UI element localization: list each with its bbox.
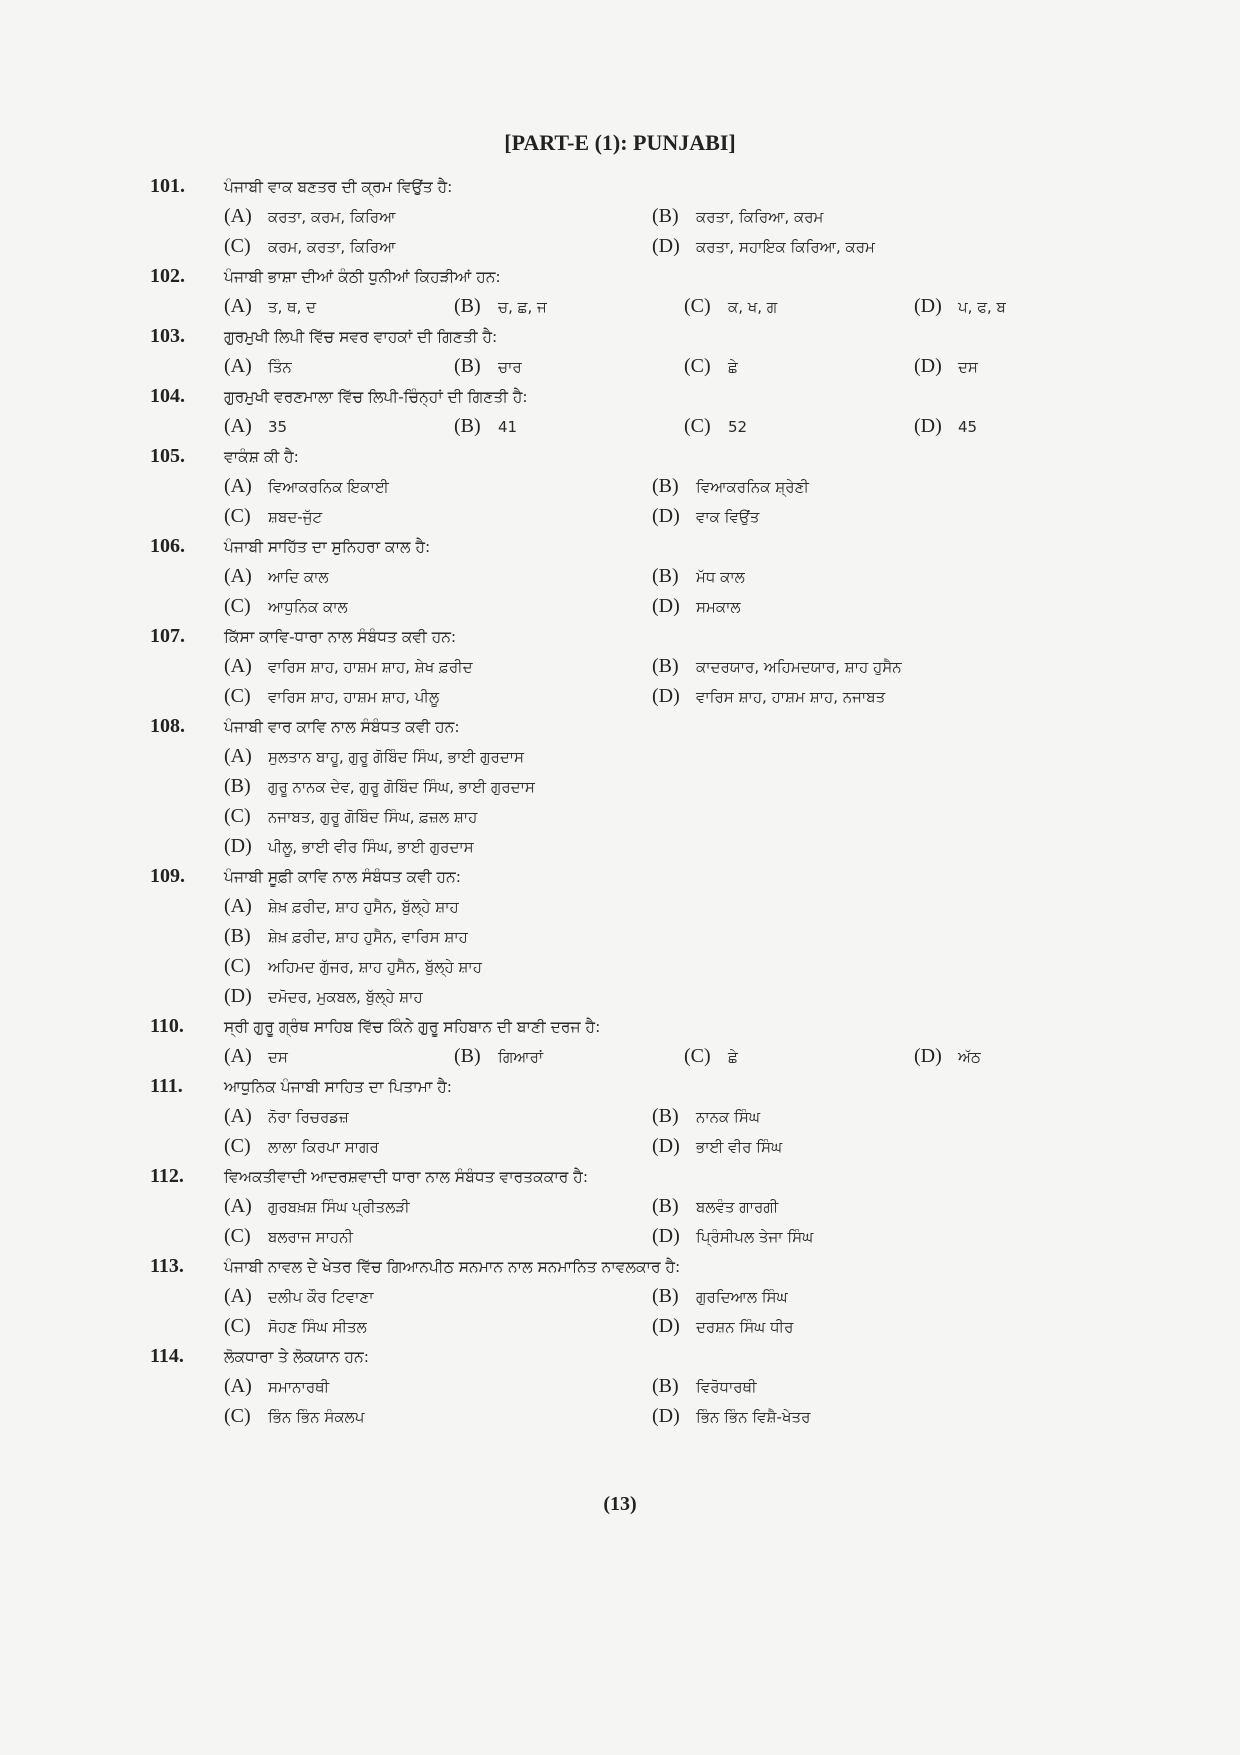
question-114 bbox=[150, 1345, 1080, 1435]
option-d: (D) ਪ, ਫ, ਬ bbox=[914, 295, 1006, 317]
option-a: (A) ਤ, ਥ, ਦ bbox=[224, 295, 317, 317]
option-b: (B) ਵਿਆਕਰਨਿਕ ਸ਼੍ਰੇਣੀ bbox=[652, 475, 809, 497]
question-104 bbox=[150, 385, 1080, 445]
option-a: (A) ਕਰਤਾ, ਕਰਮ, ਕਿਰਿਆ bbox=[224, 205, 396, 227]
option-a: (A) ਵਿਆਕਰਨਿਕ ਇਕਾਈ bbox=[224, 475, 389, 497]
option-a: (A) ਦਲੀਪ ਕੌਰ ਟਿਵਾਣਾ bbox=[224, 1285, 374, 1307]
option-d: (D) ਅੱਠ bbox=[914, 1045, 981, 1067]
option-b: (B) ਵਿਰੋਧਾਰਥੀ bbox=[652, 1375, 757, 1397]
option-d: (D) 45 bbox=[914, 415, 978, 437]
question-102 bbox=[150, 265, 1080, 325]
option-d: (D) ਵਾਰਿਸ ਸ਼ਾਹ, ਹਾਸ਼ਮ ਸ਼ਾਹ, ਨਜਾਬਤ bbox=[652, 685, 886, 707]
option-c: (C) ਸੋਹਣ ਸਿੰਘ ਸੀਤਲ bbox=[224, 1315, 367, 1337]
option-c: (C) 52 bbox=[684, 415, 748, 437]
question-text: ਆਧੁਨਿਕ ਪੰਜਾਬੀ ਸਾਹਿਤ ਦਾ ਪਿਤਾਮਾ ਹੈ: bbox=[224, 1078, 452, 1096]
question-text: ਸ੍ਰੀ ਗੁਰੂ ਗ੍ਰੰਥ ਸਾਹਿਬ ਵਿੱਚ ਕਿੰਨੇ ਗੁਰੂ ਸਹਿਬਾਨ ਦੀ ਬਾਣੀ ਦਰਜ ਹੈ: bbox=[224, 1018, 601, 1036]
question-text: ਗੁਰਮੁਖੀ ਲਿਪੀ ਵਿੱਚ ਸਵਰ ਵਾਹਕਾਂ ਦੀ ਗਿਣਤੀ ਹੈ: bbox=[224, 328, 498, 346]
question-list bbox=[150, 175, 1080, 1435]
option-b: (B) ਸ਼ੇਖ਼ ਫ਼ਰੀਦ, ਸ਼ਾਹ ਹੁਸੈਨ, ਵਾਰਿਸ ਸ਼ਾਹ bbox=[224, 925, 468, 947]
option-c: (C) ਅਹਿਮਦ ਗੁੱਜਰ, ਸ਼ਾਹ ਹੁਸੈਨ, ਬੁੱਲ੍ਹੇ ਸ਼ਾਹ bbox=[224, 955, 482, 977]
question-number: 103. bbox=[150, 325, 185, 347]
option-c: (C) ਸ਼ਬਦ-ਜੁੱਟ bbox=[224, 505, 323, 527]
option-c: (C) ਛੇ bbox=[684, 355, 738, 377]
question-text: ਪੰਜਾਬੀ ਭਾਸ਼ਾ ਦੀਆਂ ਕੰਠੀ ਧੁਨੀਆਂ ਕਿਹੜੀਆਂ ਹਨ: bbox=[224, 268, 501, 286]
option-d: (D) ਸਮਕਾਲ bbox=[652, 595, 741, 617]
question-number: 112. bbox=[150, 1165, 184, 1187]
question-101 bbox=[150, 175, 1080, 265]
option-b: (B) ਗੁਰਦਿਆਲ ਸਿੰਘ bbox=[652, 1285, 788, 1307]
page-number: (13) bbox=[603, 1493, 637, 1515]
question-number: 114. bbox=[150, 1345, 184, 1367]
option-b: (B) ਗਿਆਰਾਂ bbox=[454, 1045, 544, 1067]
option-c: (C) ਛੇ bbox=[684, 1045, 738, 1067]
question-107 bbox=[150, 625, 1080, 715]
option-a: (A) ਤਿੰਨ bbox=[224, 355, 292, 377]
section-title: [PART-E (1): PUNJABI] bbox=[504, 130, 736, 155]
question-text: ਲੋਕਧਾਰਾ ਤੇ ਲੋਕਯਾਨ ਹਨ: bbox=[224, 1348, 369, 1366]
option-a: (A) 35 bbox=[224, 415, 288, 437]
option-a: (A) ਸ਼ੇਖ਼ ਫ਼ਰੀਦ, ਸ਼ਾਹ ਹੁਸੈਨ, ਬੁੱਲ੍ਹੇ ਸ਼ਾਹ bbox=[224, 895, 459, 917]
option-b: (B) ਚ, ਛ, ਜ bbox=[454, 295, 547, 317]
option-a: (A) ਸਮਾਨਾਰਥੀ bbox=[224, 1375, 330, 1397]
option-c: (C) ਭਿੰਨ ਭਿੰਨ ਸੰਕਲਪ bbox=[224, 1405, 365, 1427]
option-a: (A) ਵਾਰਿਸ ਸ਼ਾਹ, ਹਾਸ਼ਮ ਸ਼ਾਹ, ਸ਼ੇਖ ਫ਼ਰੀਦ bbox=[224, 655, 473, 677]
option-c: (C) ਵਾਰਿਸ ਸ਼ਾਹ, ਹਾਸ਼ਮ ਸ਼ਾਹ, ਪੀਲੂ bbox=[224, 685, 440, 707]
option-d: (D) ਦਰਸ਼ਨ ਸਿੰਘ ਧੀਰ bbox=[652, 1315, 794, 1337]
option-a: (A) ਨੋਰਾ ਰਿਚਰਡਜ਼ bbox=[224, 1105, 349, 1127]
option-c: (C) ਕਰਮ, ਕਰਤਾ, ਕਿਰਿਆ bbox=[224, 235, 396, 257]
question-number: 105. bbox=[150, 445, 185, 467]
question-number: 106. bbox=[150, 535, 185, 557]
option-d: (D) ਵਾਕ ਵਿਉਂਤ bbox=[652, 505, 760, 527]
question-number: 109. bbox=[150, 865, 185, 887]
question-number: 107. bbox=[150, 625, 185, 647]
question-113 bbox=[150, 1255, 1080, 1345]
question-number: 113. bbox=[150, 1255, 184, 1277]
question-number: 108. bbox=[150, 715, 185, 737]
question-number: 101. bbox=[150, 175, 185, 197]
question-text: ਪੰਜਾਬੀ ਸੂਫ਼ੀ ਕਾਵਿ ਨਾਲ ਸੰਬੰਧਤ ਕਵੀ ਹਨ: bbox=[224, 868, 461, 886]
option-b: (B) ਮੱਧ ਕਾਲ bbox=[652, 565, 745, 587]
question-106 bbox=[150, 535, 1080, 625]
option-b: (B) 41 bbox=[454, 415, 518, 437]
question-text: ਵਿਅਕਤੀਵਾਦੀ ਆਦਰਸ਼ਵਾਦੀ ਧਾਰਾ ਨਾਲ ਸੰਬੰਧਤ ਵਾਰਤਕਕਾਰ ਹੈ: bbox=[224, 1168, 589, 1186]
question-text: ਪੰਜਾਬੀ ਵਾਕ ਬਣਤਰ ਦੀ ਕ੍ਰਮ ਵਿਉਂਤ ਹੈ: bbox=[224, 178, 453, 196]
option-d: (D) ਕਰਤਾ, ਸਹਾਇਕ ਕਿਰਿਆ, ਕਰਮ bbox=[652, 235, 875, 257]
question-111 bbox=[150, 1075, 1080, 1165]
option-d: (D) ਦਮੋਦਰ, ਮੁਕਬਲ, ਬੁੱਲ੍ਹੇ ਸ਼ਾਹ bbox=[224, 985, 423, 1007]
question-text: ਪੰਜਾਬੀ ਵਾਰ ਕਾਵਿ ਨਾਲ ਸੰਬੰਧਤ ਕਵੀ ਹਨ: bbox=[224, 718, 460, 736]
option-a: (A) ਆਦਿ ਕਾਲ bbox=[224, 565, 329, 587]
option-b: (B) ਨਾਨਕ ਸਿੰਘ bbox=[652, 1105, 761, 1127]
option-c: (C) ਲਾਲਾ ਕਿਰਪਾ ਸਾਗਰ bbox=[224, 1135, 379, 1157]
option-b: (B) ਚਾਰ bbox=[454, 355, 522, 377]
question-112 bbox=[150, 1165, 1080, 1255]
question-text: ਪੰਜਾਬੀ ਨਾਵਲ ਦੇ ਖੇਤਰ ਵਿੱਚ ਗਿਆਨਪੀਠ ਸਨਮਾਨ ਨਾਲ ਸਨਮਾਨਿਤ ਨਾਵਲਕਾਰ ਹੈ: bbox=[224, 1258, 681, 1276]
question-text: ਕਿੱਸਾ ਕਾਵਿ-ਧਾਰਾ ਨਾਲ ਸੰਬੰਧਤ ਕਵੀ ਹਨ: bbox=[224, 628, 457, 646]
question-number: 102. bbox=[150, 265, 185, 287]
question-number: 111. bbox=[150, 1075, 183, 1097]
option-c: (C) ਆਧੁਨਿਕ ਕਾਲ bbox=[224, 595, 348, 617]
question-103 bbox=[150, 325, 1080, 385]
option-d: (D) ਪ੍ਰਿੰਸੀਪਲ ਤੇਜਾ ਸਿੰਘ bbox=[652, 1225, 814, 1247]
option-d: (D) ਭਾਈ ਵੀਰ ਸਿੰਘ bbox=[652, 1135, 783, 1157]
option-d: (D) ਭਿੰਨ ਭਿੰਨ ਵਿਸ਼ੈ-ਖੇਤਰ bbox=[652, 1405, 811, 1427]
option-a: (A) ਗੁਰਬਖ਼ਸ਼ ਸਿੰਘ ਪ੍ਰੀਤਲੜੀ bbox=[224, 1195, 410, 1217]
option-c: (C) ਕ, ਖ, ਗ bbox=[684, 295, 778, 317]
option-b: (B) ਗੁਰੂ ਨਾਨਕ ਦੇਵ, ਗੁਰੂ ਗੋਬਿੰਦ ਸਿੰਘ, ਭਾਈ ਗੁਰਦਾਸ bbox=[224, 775, 535, 797]
question-109 bbox=[150, 865, 1080, 1015]
question-105 bbox=[150, 445, 1080, 535]
option-d: (D) ਪੀਲੂ, ਭਾਈ ਵੀਰ ਸਿੰਘ, ਭਾਈ ਗੁਰਦਾਸ bbox=[224, 835, 474, 857]
option-b: (B) ਬਲਵੰਤ ਗਾਰਗੀ bbox=[652, 1195, 779, 1217]
question-number: 110. bbox=[150, 1015, 184, 1037]
question-number: 104. bbox=[150, 385, 185, 407]
option-c: (C) ਨਜਾਬਤ, ਗੁਰੂ ਗੋਬਿੰਦ ਸਿੰਘ, ਫ਼ਜ਼ਲ ਸ਼ਾਹ bbox=[224, 805, 478, 827]
option-b: (B) ਕਾਦਰਯਾਰ, ਅਹਿਮਦਯਾਰ, ਸ਼ਾਹ ਹੁਸੈਨ bbox=[652, 655, 902, 677]
question-110 bbox=[150, 1015, 1080, 1075]
option-a: (A) ਦਸ bbox=[224, 1045, 288, 1067]
question-text: ਪੰਜਾਬੀ ਸਾਹਿੱਤ ਦਾ ਸੁਨਿਹਰਾ ਕਾਲ ਹੈ: bbox=[224, 538, 431, 556]
question-text: ਵਾਕੰਸ਼ ਕੀ ਹੈ: bbox=[224, 448, 299, 466]
question-text: ਗੁਰਮੁਖੀ ਵਰਣਮਾਲਾ ਵਿੱਚ ਲਿਪੀ-ਚਿੰਨ੍ਹਾਂ ਦੀ ਗਿਣਤੀ ਹੈ: bbox=[224, 388, 528, 406]
option-a: (A) ਸੁਲਤਾਨ ਬਾਹੂ, ਗੁਰੂ ਗੋਬਿੰਦ ਸਿੰਘ, ਭਾਈ ਗੁਰਦਾਸ bbox=[224, 745, 525, 767]
option-d: (D) ਦਸ bbox=[914, 355, 978, 377]
option-b: (B) ਕਰਤਾ, ਕਿਰਿਆ, ਕਰਮ bbox=[652, 205, 824, 227]
option-c: (C) ਬਲਰਾਜ ਸਾਹਨੀ bbox=[224, 1225, 354, 1247]
question-108 bbox=[150, 715, 1080, 865]
